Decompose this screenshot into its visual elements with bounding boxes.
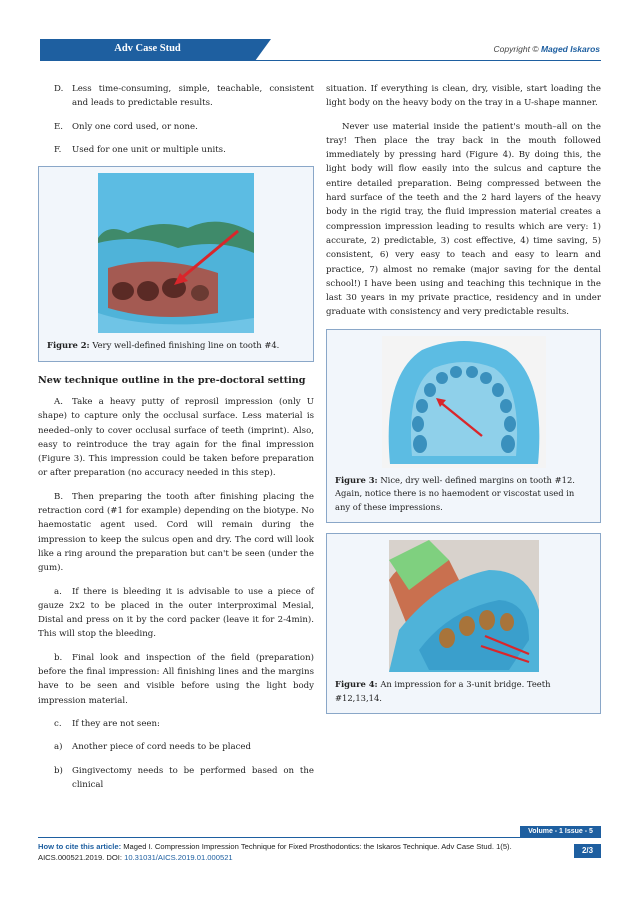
- figure-2: [38, 166, 314, 362]
- figure-3-photo: [382, 336, 546, 468]
- list-text: Gingivectomy needs to be performed based on the clinical: [72, 765, 314, 790]
- copyright-prefix: Copyright ©: [493, 44, 539, 54]
- step-item: [38, 490, 314, 576]
- figure-3: [326, 329, 601, 524]
- list-marker: b): [54, 765, 63, 776]
- list-text: Less time-consuming, simple, teachable, consistent and leads to predictable results.: [72, 84, 314, 109]
- list-marker: a): [54, 742, 63, 753]
- figure-2-label: Figure 2:: [47, 340, 90, 351]
- right-column: [326, 82, 601, 724]
- list-item: [38, 120, 314, 134]
- copyright-notice: [494, 44, 600, 54]
- citation-text: Maged I. Compression Impression Technique for Fixed Prosthodontics: the Iskaros Technique. Adv Case Stud. 1(5). AICS.000521.2019. DOI:: [38, 842, 512, 862]
- figure-3-text: Nice, dry well- defined margins on tooth #12. Again, notice there is no haemodent or viscostat used in any of these impressions.: [335, 474, 575, 512]
- list-marker: F.: [54, 144, 62, 155]
- step-text: Then preparing the tooth after finishing placing the retraction cord (#1 for example) depending on the biotype. No haemostatic agent used. Cord will remain during the impression to keep the sulcus open and dry. The cord will look like a ring around the preparation but can't be seen (under the gum).: [38, 491, 314, 574]
- step-text: If there is bleeding it is advisable to use a piece of gauze 2x2 to be placed in the outer interproximal Mesial, Distal and press on it by the cord packer (leave it for 2-4min). This will stop the bleeding.: [38, 586, 314, 640]
- citation-label: How to cite this article:: [38, 842, 122, 851]
- footer-rule: [38, 837, 601, 838]
- step-text: Take a heavy putty of reprosil impression (only U shape) to capture only the occlusal surface. Less material is needed–only to cover occlusal surface of teeth (imprint). Also, easy to reintroduce the tray again for the final impression (Figure 3). This impression could be taken before preparation or after preparation (no accuracy needed in this step).: [38, 396, 314, 479]
- figure-4-label: Figure 4:: [335, 679, 378, 690]
- figure-2-caption: [47, 339, 305, 353]
- step-item: [38, 651, 314, 708]
- journal-header-band: [40, 39, 255, 61]
- figure-4-text: An impression for a 3-unit bridge. Teeth #12,13,14.: [335, 679, 551, 703]
- list-item: [38, 740, 314, 754]
- section-heading: New technique outline in the pre-doctoral setting: [38, 374, 306, 386]
- list-marker: D.: [54, 84, 64, 94]
- left-column: [38, 82, 314, 801]
- list-item: [38, 717, 314, 731]
- body-paragraph: Never use material inside the patient's mouth–all on the tray! Then place the tray back in the mouth followed immediately by pressing hard (Figure 4). By doing this, the light body will flow easily into the sulcus and capture the entire detailed preparation. Being compressed between the hard surface of the teeth and the 2 hard layers of the heavy body in the rigid tray, the fluid impression material creates a compression impression leading to results which are very: 1) accurate, 2) predictable, 3) cost effective, 4) time saving, 5) consistent, 6) very easy to teach and easy to learn and practice, 7) almost no remake (major saving for the dental school!) I have been using and teaching this technique in the last 30 years in my private practice, residency and in under graduate with consistency and very predictable results.: [326, 121, 601, 318]
- figure-3-label: Figure 3:: [335, 474, 378, 485]
- list-text: Used for one unit or multiple units.: [72, 144, 226, 155]
- step-marker: a.: [54, 586, 62, 597]
- page-number: 2/3: [574, 844, 601, 858]
- step-marker: A.: [54, 396, 63, 407]
- step-marker: b.: [54, 652, 63, 663]
- figure-2-text: Very well-defined finishing line on tooth #4.: [92, 340, 280, 351]
- figure-4-caption: [335, 678, 592, 705]
- figure-3-caption: [335, 474, 592, 515]
- step-item: [38, 395, 314, 481]
- list-text: If they are not seen:: [72, 718, 160, 729]
- step-item: [38, 585, 314, 642]
- journal-title: Adv Case Stud: [114, 43, 181, 54]
- header-rule: [255, 60, 601, 61]
- list-marker: c.: [54, 718, 62, 729]
- copyright-author: Maged Iskaros: [540, 44, 600, 54]
- figure-4-photo: [389, 540, 539, 672]
- list-marker: E.: [54, 121, 64, 132]
- doi-link[interactable]: 10.31031/AICS.2019.01.000521: [124, 852, 233, 862]
- list-item: [38, 143, 314, 157]
- figure-2-photo: [98, 173, 254, 333]
- upper-arch-impression-photo: [382, 336, 546, 468]
- volume-issue-badge: Volume - 1 Issue - 5: [520, 826, 601, 837]
- body-paragraph: situation. If everything is clean, dry, visible, start loading the light body on the heavy body on the tray in a U-shape manner.: [326, 84, 601, 109]
- list-item: [38, 764, 314, 793]
- step-text: Final look and inspection of the field (preparation) before the final impression: All finishing lines and the margins have to be seen and visible before using the light body impression material.: [38, 652, 314, 706]
- step-marker: B.: [54, 491, 64, 502]
- bridge-impression-photo: [389, 540, 539, 672]
- tooth-impression-photo: [98, 173, 254, 333]
- list-text: Only one cord used, or none.: [72, 121, 198, 132]
- list-item: [38, 82, 314, 111]
- figure-4: [326, 533, 601, 714]
- citation: [38, 842, 558, 863]
- list-text: Another piece of cord needs to be placed: [72, 742, 252, 753]
